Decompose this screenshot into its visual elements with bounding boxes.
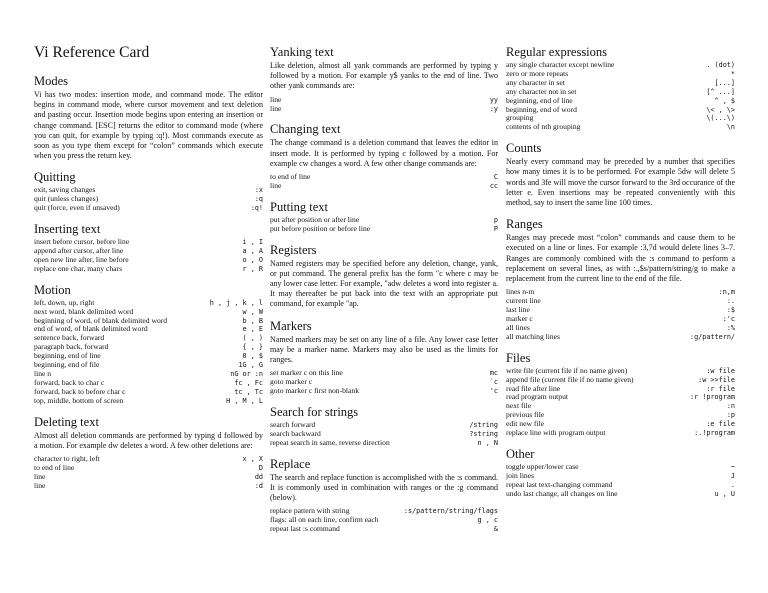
command-keys: :n,m [718, 288, 735, 297]
command-description: paragraph back, forward [34, 342, 109, 352]
command-keys: P [493, 224, 498, 233]
command-description: forward, back to before char c [34, 386, 126, 396]
command-keys: cc [489, 181, 498, 190]
command-description: all matching lines [506, 331, 560, 341]
command-description: previous file [506, 410, 545, 420]
command-keys: :. [726, 297, 735, 306]
modes-heading: Modes [34, 74, 69, 88]
command-description: any character not in set [506, 86, 577, 96]
files-heading: Files [506, 350, 531, 365]
command-keys: H , M , L [226, 396, 263, 405]
search-heading: Search for strings [270, 405, 359, 419]
command-description: read file after line [506, 383, 561, 393]
command-description: line [34, 480, 46, 490]
command-keys: :.!program [694, 429, 735, 438]
command-row [506, 490, 735, 499]
quitting-list [34, 186, 263, 213]
command-description: next file [506, 401, 532, 411]
command-keys: ^ , $ [714, 96, 735, 105]
command-description: end of word, of blank delimited word [34, 324, 148, 334]
putting-heading: Putting text [270, 199, 328, 214]
command-keys: :x [254, 186, 263, 195]
command-description: join lines [506, 470, 535, 480]
command-description: line n [34, 369, 52, 379]
registers-text: Named registers may be specified before any deletion, change, yank, or put command. The general prefix has the form "c where c may be any lower case letter. For example, "adw deletes a word into register a. It may thereafter be put back into the text with an appropriate put command, for example "ap. [270, 258, 498, 309]
command-description: top, middle, bottom of screen [34, 395, 124, 405]
command-keys: o , O [242, 255, 263, 264]
command-description: open new line after, line before [34, 254, 129, 264]
command-keys: e , E [242, 325, 263, 334]
command-description: search backward [270, 428, 321, 438]
command-keys: :'c [722, 315, 735, 323]
command-row [270, 225, 498, 234]
command-description: last line [506, 305, 530, 315]
command-description: line [270, 103, 282, 113]
command-description: next word, blank delimited word [34, 306, 134, 316]
command-description: toggle upper/lower case [506, 461, 579, 471]
command-row [506, 297, 735, 306]
command-description: goto marker c [270, 377, 313, 387]
command-description: to end of line [34, 462, 75, 472]
command-keys: yy [489, 95, 498, 104]
command-description: beginning, end of line [506, 95, 573, 105]
regex-list [506, 61, 735, 132]
command-keys: `c [489, 378, 498, 387]
command-row [270, 387, 498, 396]
counts-text: Nearly every command may be preceded by a number that specifies how many times it is to be performed. For example 5dw will delete 5 words and 3fe will move the cursor forward to the 3rd occurance of the letter e. Even insertions may be repeated conveniently with this method, say to insert the same line 100 times. [506, 157, 735, 208]
replace-text: The search and replace function is accomplished with the :s command. It is commonly used in combination with ranges or the :g command (below). [270, 472, 498, 503]
column-1 [34, 0, 263, 493]
command-description: lines n-m [506, 287, 535, 297]
command-description: grouping [506, 113, 534, 123]
command-description: line [270, 94, 282, 104]
command-keys: nG or :n [230, 370, 263, 379]
command-keys: a , A [242, 247, 263, 256]
command-keys: [...] [714, 78, 735, 87]
command-row [506, 333, 735, 342]
command-keys: 1G , G [238, 361, 263, 370]
command-description: line [270, 180, 282, 190]
command-description: any character in set [506, 77, 565, 87]
command-description: line [34, 471, 46, 481]
changing-list [270, 173, 498, 191]
command-row [34, 265, 263, 274]
command-keys: b , B [242, 316, 263, 325]
command-keys: \n [726, 123, 735, 132]
command-keys: J [730, 471, 735, 480]
command-description: replace one char, many chars [34, 263, 123, 273]
command-keys: ( , ) [242, 334, 263, 343]
column-2 [270, 0, 498, 536]
putting-list [270, 216, 498, 234]
command-row [506, 123, 735, 132]
command-description: goto marker c first non-blank [270, 386, 359, 396]
command-row [270, 96, 498, 105]
command-row [270, 439, 498, 448]
command-keys: D [258, 463, 263, 472]
command-description: marker c [506, 314, 533, 323]
command-description: quit (unless changes) [34, 194, 99, 204]
command-keys: fc , Fc [234, 378, 263, 387]
command-description: current line [506, 296, 541, 306]
command-description: put after position or after line [270, 214, 360, 224]
command-keys: :r file [706, 384, 735, 393]
command-description: repeat search in same, reverse direction [270, 437, 390, 447]
changing-heading: Changing text [270, 122, 341, 137]
command-row [34, 204, 263, 213]
command-keys: :q [254, 195, 263, 204]
command-row [270, 105, 498, 114]
command-keys: :% [726, 323, 735, 332]
inserting-list [34, 238, 263, 274]
command-description: beginning of word, of blank delimited word [34, 315, 168, 325]
column-3 [506, 0, 735, 501]
command-keys: :r !program [689, 393, 735, 402]
search-list [270, 421, 498, 448]
command-keys: :s/pattern/string/flags [403, 507, 498, 516]
command-keys: :d [254, 481, 263, 490]
command-row [34, 473, 263, 482]
yanking-heading: Yanking text [270, 45, 334, 59]
command-keys: w , W [242, 307, 263, 316]
command-keys: 'c [489, 387, 498, 396]
command-keys: 0 , $ [242, 352, 263, 361]
command-row [270, 525, 498, 534]
command-keys: x , X [242, 455, 263, 464]
markers-heading: Markers [270, 318, 312, 333]
command-description: append after cursor, after line [34, 246, 124, 256]
command-description: read program output [506, 392, 568, 402]
command-keys: & [493, 525, 498, 534]
command-keys: :w >>file [698, 375, 735, 384]
command-keys: :q! [250, 204, 263, 213]
command-description: zero or more repeats [506, 68, 569, 78]
yanking-list [270, 96, 498, 114]
command-description: repeat last :s command [270, 524, 340, 534]
files-list [506, 367, 735, 438]
command-description: sentence back, forward [34, 333, 105, 343]
command-keys: ?string [469, 429, 498, 438]
command-description: contents of nth grouping [506, 122, 581, 132]
command-keys: . [730, 480, 735, 489]
command-row [506, 106, 735, 115]
command-keys: :y [489, 104, 498, 113]
yanking-text: Like deletion, almost all yank commands are performed by typing y followed by a motion. For example y$ yanks to the end of line. Two other yank commands are: [270, 61, 498, 91]
command-keys: \(...\) [706, 114, 735, 123]
command-keys: ~ [730, 462, 735, 471]
command-description: put before position or before line [270, 223, 371, 233]
command-keys: h , j , k , l [209, 298, 263, 307]
command-row [506, 393, 735, 402]
registers-heading: Registers [270, 242, 317, 257]
command-description: write file (current file if no name given) [506, 365, 628, 375]
command-row [34, 397, 263, 406]
command-description: search forward [270, 420, 316, 429]
command-keys: mc [489, 369, 498, 378]
command-keys: :g/pattern/ [689, 332, 735, 341]
command-description: beginning, end of line [34, 351, 101, 361]
replace-list [270, 507, 498, 534]
inserting-heading: Inserting text [34, 222, 101, 237]
command-description: any single character except newline [506, 60, 615, 69]
command-row [506, 429, 735, 438]
deleting-text: Almost all deletion commands are performed by typing d followed by a motion. For example dw deletes a word. A few other deletions are: [34, 430, 263, 450]
command-description: flags: all on each line, confirm each [270, 515, 379, 525]
command-description: all lines [506, 322, 530, 332]
command-description: append file (current file if no name given) [506, 374, 634, 384]
command-keys: g , c [477, 516, 498, 525]
command-description: edit new file [506, 419, 544, 429]
command-keys: i , I [242, 238, 263, 247]
modes-text: Vi has two modes: insertion mode, and command mode. The editor begins in command mode, where cursor movement and text deletion and pasting occur. Insertion mode begins upon entering an insertion or change command. [ESC] returns the editor to command mode (where you can quit, for example by typing :q!). Most commands execute as soon as you type them except for “colon” commands which execute when you press the return key. [34, 90, 263, 161]
deleting-list [34, 455, 263, 491]
command-description: character to right, left [34, 454, 100, 464]
command-keys: u , U [714, 489, 735, 498]
command-description: replace pattern with string [270, 506, 350, 516]
command-keys: n , N [477, 438, 498, 447]
command-keys: :p [726, 411, 735, 420]
replace-heading: Replace [270, 456, 311, 471]
command-description: left, down, up, right [34, 297, 95, 307]
command-keys: :n [726, 402, 735, 411]
quitting-heading: Quitting [34, 170, 76, 185]
command-description: insert before cursor, before line [34, 237, 130, 247]
command-keys: tc , Tc [234, 387, 263, 396]
command-keys: dd [254, 472, 263, 481]
command-row [34, 464, 263, 473]
other-heading: Other [506, 446, 535, 461]
command-keys: C [493, 173, 498, 182]
markers-text: Named markers may be set on any line of a file. Any lower case letter may be a marker name. Markers may also be used as the limits for ranges. [270, 334, 498, 365]
command-description: quit (force, even if unsaved) [34, 203, 120, 213]
ranges-heading: Ranges [506, 217, 543, 232]
command-row [34, 361, 263, 370]
command-keys: /string [469, 421, 498, 429]
counts-heading: Counts [506, 141, 542, 156]
command-keys: r , R [242, 264, 263, 273]
command-keys: :e file [706, 420, 735, 429]
regex-heading: Regular expressions [506, 45, 608, 59]
command-description: exit, saving changes [34, 185, 96, 195]
ranges-text: Ranges may precede most “colon” commands and cause them to be executed on a line or lines. For example :3,7d would delete lines 3–7. Ranges are commonly combined with the :s command to perform a replacement on several lines, as with :.,$s/pattern/string/g to make a replacement from the current line to the end of the file. [506, 233, 735, 284]
command-description: to end of line [270, 172, 311, 182]
command-row [270, 182, 498, 191]
command-keys: :$ [726, 306, 735, 315]
command-keys: * [730, 69, 735, 78]
motion-heading: Motion [34, 282, 71, 297]
command-description: set marker c on this line [270, 368, 343, 378]
command-row [506, 306, 735, 315]
other-list [506, 463, 735, 499]
command-description: beginning, end of word [506, 104, 577, 114]
command-description: replace line with program output [506, 428, 606, 438]
changing-text: The change command is a deletion command that leaves the editor in insert mode. It is performed by typing c followed by a motion. For example cw changes a word. A few other change commands are: [270, 138, 498, 168]
command-row [506, 315, 735, 324]
page-title: Vi Reference Card [34, 44, 150, 61]
command-keys: . (dot) [706, 61, 735, 69]
command-keys: { , } [242, 343, 263, 352]
command-row [270, 173, 498, 182]
command-keys: :w file [706, 366, 735, 375]
command-keys: [^ ...] [706, 87, 735, 96]
markers-list [270, 369, 498, 396]
motion-list [34, 299, 263, 406]
command-description: beginning, end of file [34, 360, 100, 370]
command-description: forward, back to char c [34, 377, 105, 387]
command-description: undo last change, all changes on line [506, 488, 618, 498]
command-keys: \< , \> [706, 105, 735, 114]
command-keys: p [493, 215, 498, 224]
command-description: repeat last text-changing command [506, 479, 613, 489]
command-row [506, 463, 735, 472]
ranges-list [506, 288, 735, 341]
deleting-heading: Deleting text [34, 414, 99, 429]
command-row [34, 482, 263, 491]
